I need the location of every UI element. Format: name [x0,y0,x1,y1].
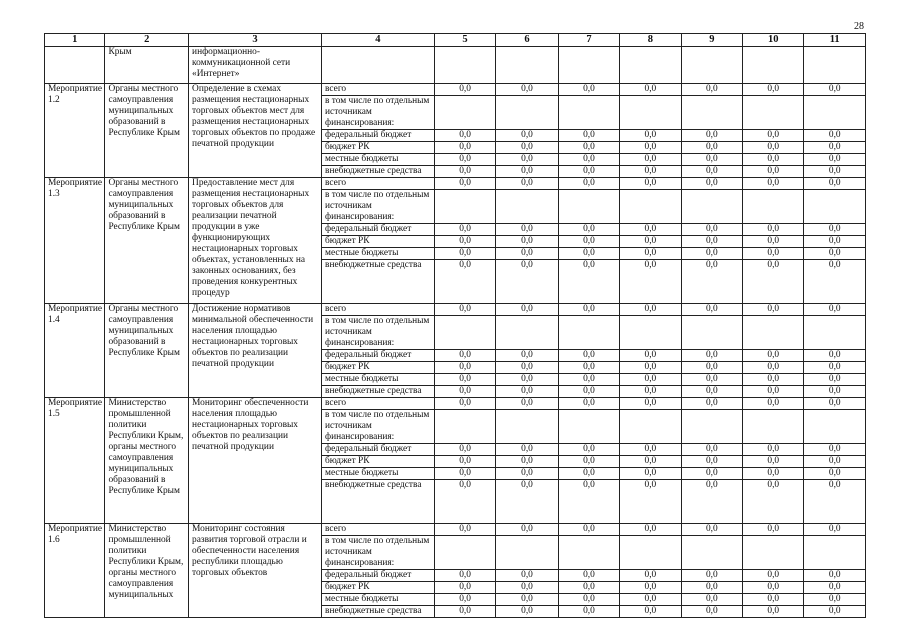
source-federal: федеральный бюджет [322,224,435,236]
value-cell: 0,0 [620,142,681,154]
col-header-7: 7 [558,34,619,47]
value-cell: 0,0 [496,350,558,362]
measure-id: Мероприятие 1.6 [45,524,105,618]
value-cell: 0,0 [496,362,558,374]
empty-cell [496,316,558,350]
empty-cell [804,536,866,570]
source-including: в том числе по отдельным источникам финансирования: [322,190,435,224]
value-cell: 0,0 [558,350,619,362]
value-cell: 0,0 [743,582,804,594]
source-total: всего [322,398,435,410]
empty-cell [681,536,742,570]
value-cell: 0,0 [558,524,619,536]
value-cell: 0,0 [496,154,558,166]
value-cell: 0,0 [496,386,558,398]
value-cell: 0,0 [558,178,619,190]
col-header-10: 10 [743,34,804,47]
value-cell: 0,0 [496,468,558,480]
value-cell: 0,0 [804,524,866,536]
empty-cell [496,190,558,224]
source-local: местные бюджеты [322,594,435,606]
value-cell: 0,0 [434,178,495,190]
empty-cell [558,316,619,350]
value-cell: 0,0 [804,468,866,480]
value-cell: 0,0 [434,84,495,96]
value-cell: 0,0 [558,224,619,236]
value-cell: 0,0 [434,248,495,260]
measure-executor: Министерство промышленной политики Республики Крым, органы местного самоуправления муниципальных образований в Республике Крым [105,398,189,524]
value-cell: 0,0 [496,224,558,236]
value-cell: 0,0 [681,570,742,582]
empty-cell [434,316,495,350]
table-row [45,47,866,84]
value-cell: 0,0 [496,84,558,96]
value-cell: 0,0 [804,362,866,374]
value-cell: 0,0 [496,304,558,316]
value-cell: 0,0 [743,468,804,480]
measure-id: Мероприятие 1.2 [45,84,105,178]
empty-cell [681,96,742,130]
value-cell: 0,0 [496,260,558,304]
empty-cell [743,536,804,570]
table-row [45,398,866,410]
value-cell: 0,0 [496,582,558,594]
value-cell: 0,0 [804,594,866,606]
value-cell: 0,0 [434,130,495,142]
value-cell: 0,0 [743,350,804,362]
measure-id: Мероприятие 1.5 [45,398,105,524]
value-cell: 0,0 [434,480,495,524]
value-cell: 0,0 [804,350,866,362]
value-cell: 0,0 [496,248,558,260]
value-cell: 0,0 [434,154,495,166]
empty-cell [434,190,495,224]
cell-executor: Крым [105,47,189,84]
source-including: в том числе по отдельным источникам финансирования: [322,96,435,130]
value-cell: 0,0 [804,444,866,456]
col-header-8: 8 [620,34,681,47]
value-cell: 0,0 [743,130,804,142]
value-cell: 0,0 [558,444,619,456]
source-offbudget: внебюджетные средства [322,480,435,524]
col-header-2: 2 [105,34,189,47]
value-cell: 0,0 [434,260,495,304]
source-total: всего [322,524,435,536]
value-cell: 0,0 [681,350,742,362]
value-cell: 0,0 [804,178,866,190]
value-cell: 0,0 [804,480,866,524]
value-cell: 0,0 [434,386,495,398]
empty-cell [804,316,866,350]
value-cell: 0,0 [681,582,742,594]
value-cell: 0,0 [743,154,804,166]
source-federal: федеральный бюджет [322,444,435,456]
value-cell: 0,0 [434,570,495,582]
value-cell: 0,0 [434,524,495,536]
value-cell: 0,0 [620,386,681,398]
value-cell: 0,0 [681,224,742,236]
budget-table [44,33,866,618]
value-cell: 0,0 [681,444,742,456]
cell-description: информационно-коммуникационной сети «Интернет» [189,47,322,84]
value-cell: 0,0 [496,524,558,536]
value-cell: 0,0 [743,178,804,190]
value-cell: 0,0 [620,374,681,386]
source-federal: федеральный бюджет [322,130,435,142]
col-header-4: 4 [322,34,435,47]
cell-empty [45,47,105,84]
value-cell: 0,0 [434,582,495,594]
empty-cell [804,410,866,444]
col-header-11: 11 [804,34,866,47]
value-cell: 0,0 [434,468,495,480]
empty-cell [804,190,866,224]
value-cell: 0,0 [558,130,619,142]
source-rk: бюджет РК [322,142,435,154]
table-row [45,178,866,190]
value-cell: 0,0 [558,166,619,178]
value-cell: 0,0 [743,362,804,374]
value-cell: 0,0 [620,84,681,96]
value-cell: 0,0 [620,236,681,248]
value-cell: 0,0 [681,374,742,386]
value-cell: 0,0 [620,350,681,362]
source-local: местные бюджеты [322,374,435,386]
value-cell: 0,0 [804,374,866,386]
value-cell: 0,0 [620,594,681,606]
empty-cell [558,536,619,570]
value-cell: 0,0 [434,374,495,386]
page-number: 28 [854,21,864,32]
value-cell: 0,0 [496,142,558,154]
measure-id: Мероприятие 1.3 [45,178,105,304]
value-cell: 0,0 [558,304,619,316]
empty-cell [743,410,804,444]
empty-cell [620,316,681,350]
empty-cell [804,96,866,130]
value-cell: 0,0 [681,154,742,166]
value-cell: 0,0 [496,374,558,386]
value-cell: 0,0 [558,260,619,304]
value-cell: 0,0 [620,468,681,480]
value-cell: 0,0 [496,236,558,248]
empty-cell [434,96,495,130]
col-header-6: 6 [496,34,558,47]
empty-cell [434,536,495,570]
value-cell: 0,0 [743,524,804,536]
value-cell: 0,0 [681,524,742,536]
measure-description: Мониторинг состояния развития торговой отрасли и обеспеченности населения республики площадью торговых объектов [189,524,322,618]
source-total: всего [322,304,435,316]
value-cell: 0,0 [558,398,619,410]
col-header-1: 1 [45,34,105,47]
value-cell: 0,0 [681,248,742,260]
source-rk: бюджет РК [322,456,435,468]
value-cell: 0,0 [681,166,742,178]
value-cell: 0,0 [681,142,742,154]
value-cell: 0,0 [558,248,619,260]
empty-cell [620,190,681,224]
value-cell: 0,0 [804,248,866,260]
value-cell: 0,0 [681,236,742,248]
value-cell: 0,0 [681,468,742,480]
value-cell: 0,0 [434,236,495,248]
value-cell: 0,0 [743,398,804,410]
value-cell: 0,0 [620,248,681,260]
source-offbudget: внебюджетные средства [322,386,435,398]
table-row [45,84,866,96]
value-cell: 0,0 [804,304,866,316]
value-cell: 0,0 [620,570,681,582]
value-cell: 0,0 [743,456,804,468]
value-cell: 0,0 [558,142,619,154]
table-row [45,524,866,536]
source-local: местные бюджеты [322,154,435,166]
source-rk: бюджет РК [322,362,435,374]
source-total: всего [322,178,435,190]
value-cell: 0,0 [620,582,681,594]
value-cell: 0,0 [681,398,742,410]
value-cell: 0,0 [434,166,495,178]
value-cell: 0,0 [434,224,495,236]
empty-cell [743,96,804,130]
value-cell: 0,0 [681,386,742,398]
value-cell: 0,0 [743,606,804,618]
value-cell: 0,0 [496,130,558,142]
value-cell: 0,0 [558,570,619,582]
value-cell: 0,0 [558,468,619,480]
source-offbudget: внебюджетные средства [322,260,435,304]
value-cell: 0,0 [681,480,742,524]
measure-description: Достижение нормативов минимальной обеспеченности населения площадью нестационарных торговых объектов по реализации печатной продукции [189,304,322,398]
value-cell: 0,0 [620,130,681,142]
empty-cell [681,190,742,224]
value-cell: 0,0 [804,224,866,236]
empty-cell [620,410,681,444]
measure-description: Предоставление мест для размещения нестационарных торговых объектов для реализации печатной продукции в уже функционирующих нестационарных торговых объектах, установленных на законных основаниях, без проведения конкурентных процедур [189,178,322,304]
empty-cell [681,316,742,350]
source-rk: бюджет РК [322,582,435,594]
value-cell: 0,0 [804,456,866,468]
value-cell: 0,0 [743,594,804,606]
value-cell: 0,0 [558,606,619,618]
value-cell: 0,0 [681,606,742,618]
value-cell: 0,0 [496,606,558,618]
value-cell: 0,0 [558,154,619,166]
value-cell: 0,0 [620,444,681,456]
source-federal: федеральный бюджет [322,350,435,362]
empty-cell [558,96,619,130]
value-cell: 0,0 [558,362,619,374]
value-cell: 0,0 [558,456,619,468]
value-cell: 0,0 [496,480,558,524]
value-cell: 0,0 [434,362,495,374]
value-cell: 0,0 [434,594,495,606]
value-cell: 0,0 [558,480,619,524]
empty-cell [496,536,558,570]
value-cell: 0,0 [558,386,619,398]
value-cell: 0,0 [558,374,619,386]
value-cell: 0,0 [681,260,742,304]
value-cell: 0,0 [681,304,742,316]
source-offbudget: внебюджетные средства [322,606,435,618]
value-cell: 0,0 [743,248,804,260]
measure-executor: Министерство промышленной политики Республики Крым, органы местного самоуправления муниципальных [105,524,189,618]
col-header-9: 9 [681,34,742,47]
value-cell: 0,0 [804,606,866,618]
value-cell: 0,0 [743,260,804,304]
value-cell: 0,0 [681,130,742,142]
empty-cell [558,190,619,224]
value-cell: 0,0 [681,594,742,606]
value-cell: 0,0 [434,350,495,362]
source-federal: федеральный бюджет [322,570,435,582]
source-including: в том числе по отдельным источникам финансирования: [322,316,435,350]
value-cell: 0,0 [804,386,866,398]
value-cell: 0,0 [620,178,681,190]
value-cell: 0,0 [620,524,681,536]
value-cell: 0,0 [743,166,804,178]
value-cell: 0,0 [620,166,681,178]
empty-cell [620,96,681,130]
value-cell: 0,0 [681,456,742,468]
value-cell: 0,0 [804,236,866,248]
empty-cell [681,410,742,444]
source-local: местные бюджеты [322,248,435,260]
empty-cell [496,410,558,444]
value-cell: 0,0 [743,224,804,236]
measure-description: Определение в схемах размещения нестационарных торговых объектов мест для размещения нестационарных торговых объектов по продаже печатной продукции [189,84,322,178]
value-cell: 0,0 [558,582,619,594]
value-cell: 0,0 [743,236,804,248]
col-header-3: 3 [189,34,322,47]
value-cell: 0,0 [496,398,558,410]
value-cell: 0,0 [620,456,681,468]
value-cell: 0,0 [743,374,804,386]
value-cell: 0,0 [804,166,866,178]
measure-id: Мероприятие 1.4 [45,304,105,398]
value-cell: 0,0 [496,166,558,178]
value-cell: 0,0 [743,570,804,582]
value-cell: 0,0 [804,84,866,96]
source-offbudget: внебюджетные средства [322,166,435,178]
value-cell: 0,0 [558,236,619,248]
value-cell: 0,0 [804,582,866,594]
source-local: местные бюджеты [322,468,435,480]
measure-executor: Органы местного самоуправления муниципальных образований в Республике Крым [105,304,189,398]
value-cell: 0,0 [496,456,558,468]
value-cell: 0,0 [496,594,558,606]
value-cell: 0,0 [743,304,804,316]
value-cell: 0,0 [681,84,742,96]
empty-cell [743,316,804,350]
value-cell: 0,0 [743,386,804,398]
value-cell: 0,0 [620,224,681,236]
value-cell: 0,0 [620,304,681,316]
value-cell: 0,0 [434,456,495,468]
value-cell: 0,0 [743,84,804,96]
value-cell: 0,0 [743,444,804,456]
value-cell: 0,0 [804,142,866,154]
source-including: в том числе по отдельным источникам финансирования: [322,536,435,570]
value-cell: 0,0 [804,154,866,166]
value-cell: 0,0 [496,178,558,190]
value-cell: 0,0 [496,444,558,456]
empty-cell [743,190,804,224]
empty-cell [558,410,619,444]
value-cell: 0,0 [620,154,681,166]
header-row [45,34,866,47]
table-row [45,304,866,316]
empty-cell [496,96,558,130]
value-cell: 0,0 [804,398,866,410]
value-cell: 0,0 [620,260,681,304]
measure-executor: Органы местного самоуправления муниципальных образований в Республике Крым [105,178,189,304]
value-cell: 0,0 [496,570,558,582]
value-cell: 0,0 [620,606,681,618]
value-cell: 0,0 [558,594,619,606]
value-cell: 0,0 [681,178,742,190]
value-cell: 0,0 [743,480,804,524]
value-cell: 0,0 [434,398,495,410]
col-header-5: 5 [434,34,495,47]
value-cell: 0,0 [804,260,866,304]
value-cell: 0,0 [434,444,495,456]
value-cell: 0,0 [434,142,495,154]
measure-executor: Органы местного самоуправления муниципальных образований в Республике Крым [105,84,189,178]
source-rk: бюджет РК [322,236,435,248]
empty-cell [434,410,495,444]
value-cell: 0,0 [558,84,619,96]
value-cell: 0,0 [620,480,681,524]
value-cell: 0,0 [681,362,742,374]
value-cell: 0,0 [743,142,804,154]
source-including: в том числе по отдельным источникам финансирования: [322,410,435,444]
measure-description: Мониторинг обеспеченности населения площадью нестационарных торговых объектов по реализации печатной продукции [189,398,322,524]
value-cell: 0,0 [434,304,495,316]
empty-cell [620,536,681,570]
value-cell: 0,0 [620,362,681,374]
value-cell: 0,0 [434,606,495,618]
value-cell: 0,0 [804,570,866,582]
value-cell: 0,0 [804,130,866,142]
value-cell: 0,0 [620,398,681,410]
source-total: всего [322,84,435,96]
